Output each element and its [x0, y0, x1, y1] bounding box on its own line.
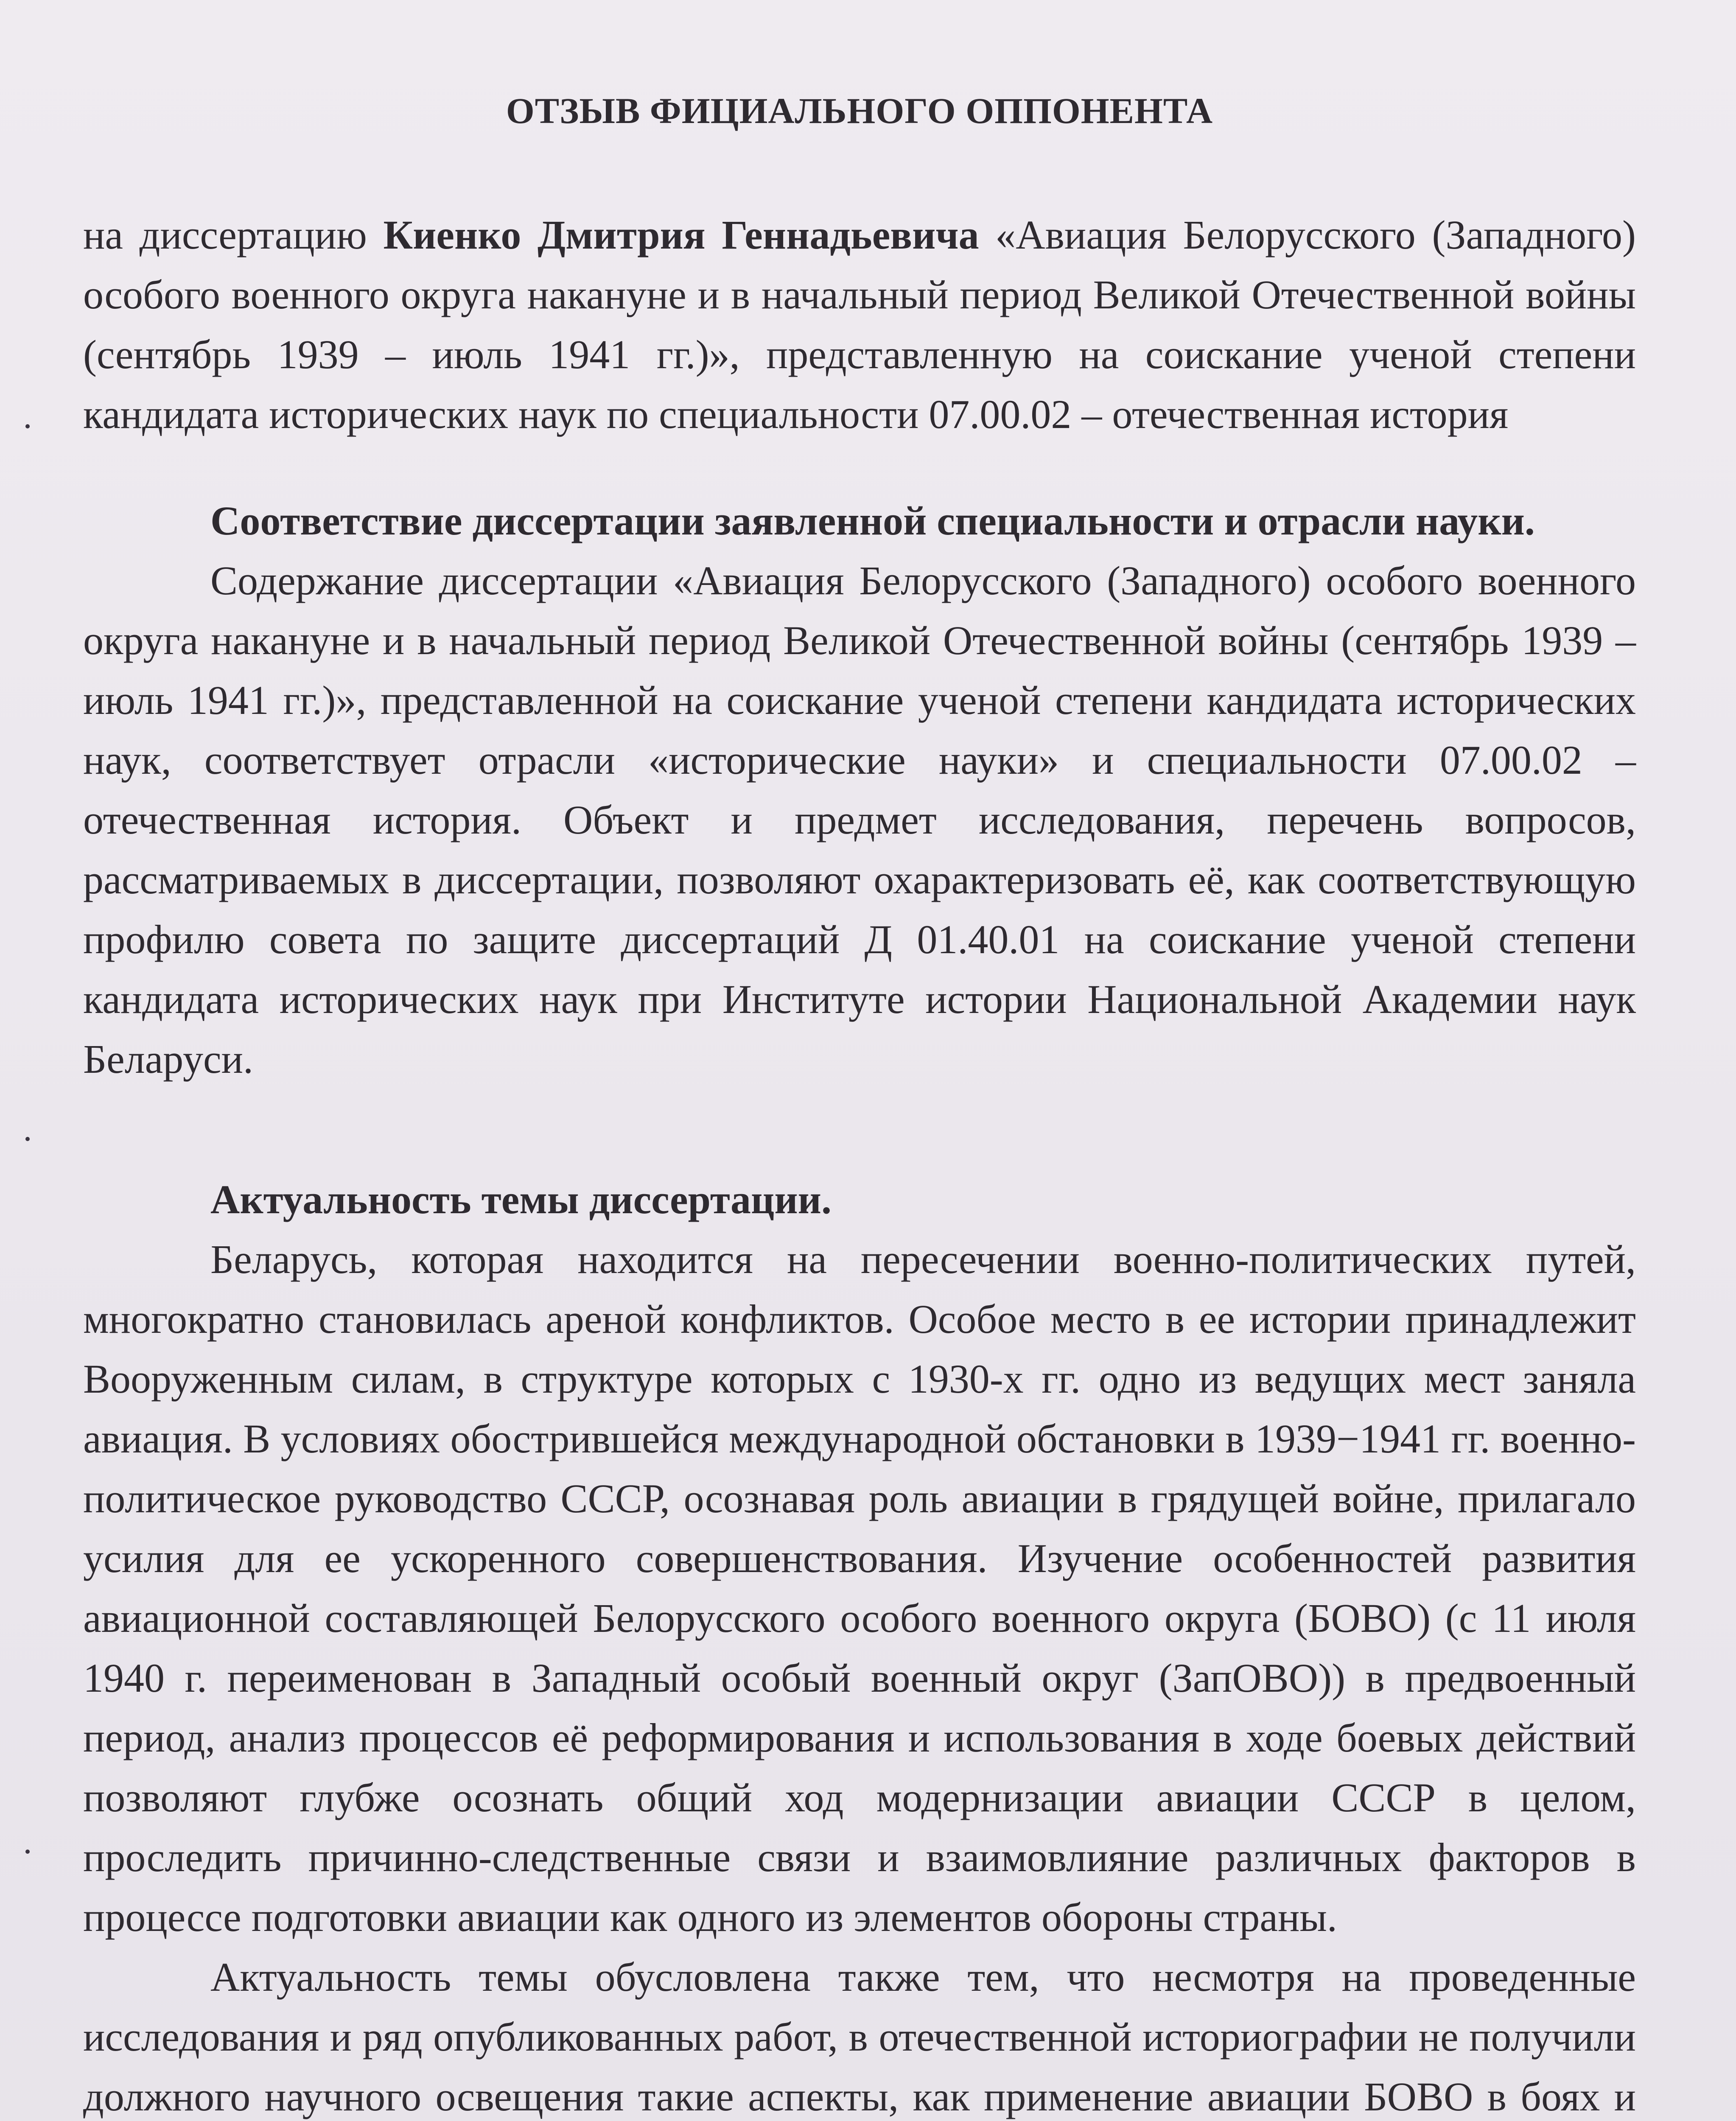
paper-speck	[25, 1850, 30, 1854]
section-heading-relevance: Актуальность темы диссертации.	[210, 1177, 832, 1223]
intro-paragraph	[83, 205, 1636, 444]
relevance-paragraph-1: Беларусь, которая находится на пересечении военно-политических путей, многократно становилась ареной конфликтов. Особое место в ее истории принадлежит Вооруженным силам, в структуре которых с 1930-х гг. одно из ведущих мест заняла авиация. В условиях обострившейся международной обстановки в 1939−1941 гг. военно-политическое руководство СССР, осознавая роль авиации в грядущей войне, прилагало усилия для ее ускоренного совершенствования. Изучение особенностей развития авиационной составляющей Белорусского особого военного округа (БОВО) (с 11 июля 1940 г. переименован в Западный особый военный округ (ЗапОВО)) в предвоенный период, анализ процессов её реформирования и использования в ходе боевых действий позволяют глубже осознать общий ход модернизации авиации СССР в целом, проследить причинно-следственные связи и взаимовлияние различных факторов в процессе подготовки авиации как одного из элементов обороны страны.	[83, 1237, 1636, 1940]
section-heading-compliance: Соответствие диссертации заявленной специальности и отрасли науки.	[210, 498, 1535, 544]
compliance-paragraph: Содержание диссертации «Авиация Белорусского (Западного) особого военного округа накануне и в начальный период Великой Отечественной войны (сентябрь 1939 – июль 1941 гг.)», представленной на соискание ученой степени кандидата исторических наук, соответствует отрасли «исторические науки» и специальности 07.00.02 – отечественная история. Объект и предмет исследования, перечень вопросов, рассматриваемых в диссертации, позволяют охарактеризовать её, как соответствующую профилю совета по защите диссертаций Д 01.40.01 на соискание ученой степени кандидата исторических наук при Институте истории Национальной Академии наук Беларуси.	[83, 558, 1636, 1082]
relevance-paragraph-2: Актуальность темы обусловлена также тем, что несмотря на проведенные исследования и ряд опубликованных работ, в отечественной историографии не получили должного научного освещения такие аспекты, как применение авиации БОВО в боях и	[83, 1954, 1636, 2120]
dissertation-author: Киенко Дмитрия Геннадьевича	[383, 212, 979, 258]
paper-speck	[25, 424, 30, 428]
intro-suffix: «Авиация Белорусского (Западного) особого военного округа накануне и в начальный период Великой Отечественной войны (сентябрь 1939 – июль 1941 гг.)», представленную на соискание ученой степени кандидата исторических наук по специальности 07.00.02 – отечественная история	[83, 212, 1636, 437]
document-title: ОТЗЫВ ФИЦИАЛЬНОГО ОППОНЕНТА	[506, 90, 1213, 131]
intro-prefix: на диссертацию	[83, 212, 384, 258]
document-body	[83, 89, 1636, 2121]
paper-speck	[25, 1137, 30, 1141]
